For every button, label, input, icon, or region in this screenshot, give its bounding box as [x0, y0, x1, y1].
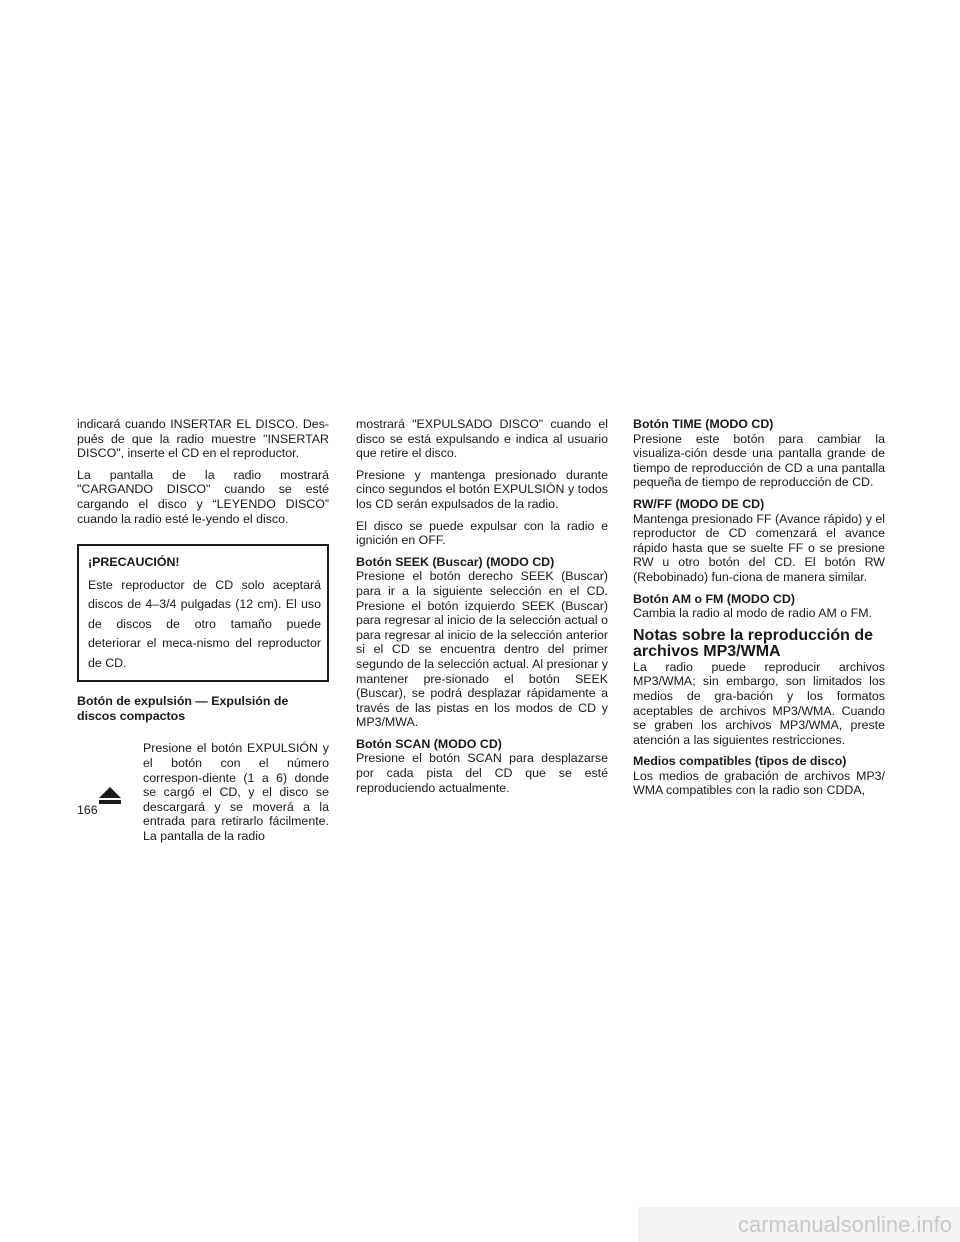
- paragraph: indicará cuando INSERTAR EL DISCO. Des-pués de que la radio muestre "INSERTAR DISCO", inserte el CD en el reproductor.: [77, 417, 329, 461]
- media-heading: Medios compatibles (tipos de disco): [633, 754, 847, 769]
- rwff-heading: RW/FF (MODO DE CD): [633, 496, 765, 511]
- amfm-text: Cambia la radio al modo de radio AM o FM.: [633, 606, 872, 621]
- watermark: carmanualsonline.info: [638, 1207, 960, 1242]
- time-heading: Botón TIME (MODO CD): [633, 417, 774, 431]
- scan-heading: Botón SCAN (MODO CD): [356, 736, 502, 751]
- eject-icon: [77, 741, 143, 850]
- paragraph: La pantalla de la radio mostrará "CARGANDO DISCO" cuando se esté cargando el disco y “LEYENDO DISCO” cuando la radio esté le-yendo el disco.: [77, 467, 329, 526]
- seek-text: Presione el botón derecho SEEK (Buscar) para ir a la siguiente selección en el CD. Presione el botón izquierdo SEEK (Buscar) para regresar al inicio de la selección actual o para regresar al inicio de la selección anterior si el CD se encuentra dentro del primer segundo de la selección actual. Al presionar y mantener pre-sionado el botón SEEK (Buscar), se podrá desplazar rápidamente a través de las pistas en los modos de CD y MP3/MWA.: [356, 569, 608, 730]
- time-text: Presione este botón para cambiar la visualiza-ción desde una pantalla grande de tiempo de reproducción de CD a una pantalla pequeña de tiempo de reproducción de CD.: [633, 431, 885, 490]
- section-title-line1: Notas sobre la reproducción de: [633, 626, 874, 644]
- eject-text: Presione el botón EXPULSIÓN y el botón con el número correspon-diente (1 a 6) donde se cargó el CD, y el disco se descargará y se moverá a la entrada para retirarlo fácilmente. La pantalla de la radio: [143, 741, 329, 843]
- paragraph: mostrará "EXPULSADO DISCO" cuando el disco se está expulsando e indica al usuario que retire el disco.: [356, 417, 608, 461]
- eject-heading: Botón de expulsión — Expulsión de discos compactos: [77, 694, 289, 723]
- caution-text: Este reproductor de CD solo aceptará discos de 4–3/4 pulgadas (12 cm). El uso de discos de otro tamaño puede deteriorar el meca-nismo del reproductor de CD.: [88, 577, 321, 670]
- seek-heading: Botón SEEK (Buscar) (MODO CD): [356, 554, 555, 569]
- section-title-line2: archivos MP3/WMA: [633, 642, 781, 660]
- scan-text: Presione el botón SCAN para desplazarse por cada pista del CD que se esté reproduciendo actualmente.: [356, 751, 608, 795]
- rwff-text: Mantenga presionado FF (Avance rápido) y el reproductor de CD comenzará el avance rápido hasta que se suelte FF o se presione RW u otro botón del CD. El botón RW (Rebobinado) fun-ciona de manera similar.: [633, 511, 885, 584]
- column-2: [356, 417, 608, 802]
- media-text: Los medios de grabación de archivos MP3/ WMA compatibles con la radio son CDDA,: [633, 768, 885, 798]
- caution-title: ¡PRECAUCIÓN!: [88, 555, 180, 570]
- column-1: [77, 417, 329, 851]
- paragraph: El disco se puede expulsar con la radio e ignición en OFF.: [356, 518, 608, 548]
- caution-box: [77, 544, 329, 682]
- column-3: [633, 417, 885, 805]
- notes-text: La radio puede reproducir archivos MP3/WMA; sin embargo, son limitados los medios de gra-bación y los formatos aceptables de archivos MP3/WMA. Cuando se graben los archivos MP3/WMA, preste atención a las siguientes restricciones.: [633, 659, 885, 747]
- amfm-heading: Botón AM o FM (MODO CD): [633, 591, 795, 606]
- page-number: 166: [77, 803, 98, 817]
- section-title: [633, 628, 885, 660]
- paragraph: Presione y mantenga presionado durante cinco segundos el botón EXPULSIÓN y todos los CD serán expulsados de la radio.: [356, 467, 608, 511]
- eject-block: [77, 741, 329, 850]
